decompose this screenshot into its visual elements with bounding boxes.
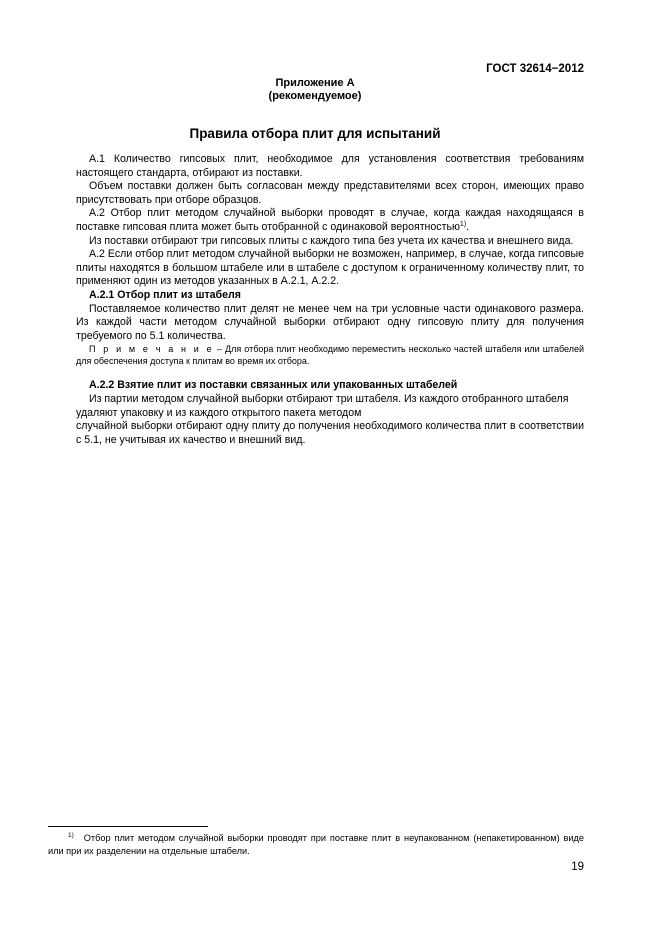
section-a21-text: Поставляемое количество плит делят не менее чем на три условные части одинакового размера. Из каждой части методом случайной выборки отбирают одну гипсовую плиту для получения требуемого по 5.1 количества. bbox=[76, 302, 584, 342]
section-a22-line1: Из партии методом случайной выборки отбирают три штабеля. Из каждого отобранного штабеля удаляют упаковку и из каждого открытого пакета методом bbox=[76, 392, 569, 419]
section-a22-line2: случайной выборки отбирают одну плиту до получения необходимого количества плит в соответствии с 5.1, не учитывая их качество и внешний вид. bbox=[76, 420, 584, 446]
footnote-text: Отбор плит методом случайной выборки проводят при поставке плит в неупакованном (непакетированном) виде или при их разделении на отдельные штабели. bbox=[48, 833, 584, 856]
paragraph-a2-stack bbox=[76, 248, 584, 289]
paragraph-three-boards bbox=[76, 235, 584, 249]
section-gap bbox=[76, 367, 584, 379]
footnote-divider bbox=[48, 826, 208, 827]
footnote-ref: 1) bbox=[459, 220, 467, 228]
standard-code: ГОСТ 32614−2012 bbox=[486, 63, 584, 75]
paragraph-a1-text: А.1 Количество гипсовых плит, необходимое для установления соответствия требованиям настоящего стандарта, отбирают из поставки. bbox=[76, 153, 584, 179]
appendix-type: (рекомендуемое) bbox=[268, 90, 362, 102]
paragraph-delivery-text: Объем поставки должен быть согласован между представителями всех сторон, имеющих право присутствовать при отборе образцов. bbox=[76, 180, 584, 206]
paragraph-a2-random-text: А.2 Отбор плит методом случайной выборки проводят в случае, когда каждая находящаяся в поставке гипсовая плита может быть отобранной с одинаковой вероятностью bbox=[76, 207, 584, 233]
paragraph-a2-stack-text: А.2 Если отбор плит методом случайной выборки не возможен, например, в случае, когда гипсовые плиты находятся в большом штабеле или в штабеле с доступом к ограниченному количеству плит, то применяют один из методов указанных в А.2.1, А.2.2. bbox=[76, 248, 584, 288]
paragraph-a1 bbox=[76, 153, 584, 180]
paragraph-three-boards-text: Из поставки отбирают три гипсовых плиты с каждого типа без учета их качества и внешнего вида. bbox=[89, 234, 574, 247]
footnote bbox=[48, 832, 584, 858]
section-a22-heading: А.2.2 Взятие плит из поставки связанных или упакованных штабелей bbox=[89, 379, 458, 392]
note-text: – Для отбора плит необходимо переместить несколько частей штабеля или штабелей для обеспечения доступа к плитам во время их отбора. bbox=[76, 344, 585, 367]
paragraph-a2-random bbox=[76, 207, 584, 234]
appendix-label: Приложение А bbox=[275, 77, 355, 89]
note-label: П р и м е ч а н и е bbox=[89, 344, 215, 355]
paragraph-a2-random-tail: . bbox=[466, 220, 470, 233]
document-body bbox=[76, 153, 584, 447]
footnote-mark: 1) bbox=[68, 832, 74, 839]
section-a21-heading: А.2.1 Отбор плит из штабеля bbox=[89, 288, 241, 301]
page-number: 19 bbox=[571, 861, 584, 873]
paragraph-delivery bbox=[76, 180, 584, 207]
section-a21-note bbox=[76, 343, 584, 367]
page-title: Правила отбора плит для испытаний bbox=[189, 126, 441, 141]
